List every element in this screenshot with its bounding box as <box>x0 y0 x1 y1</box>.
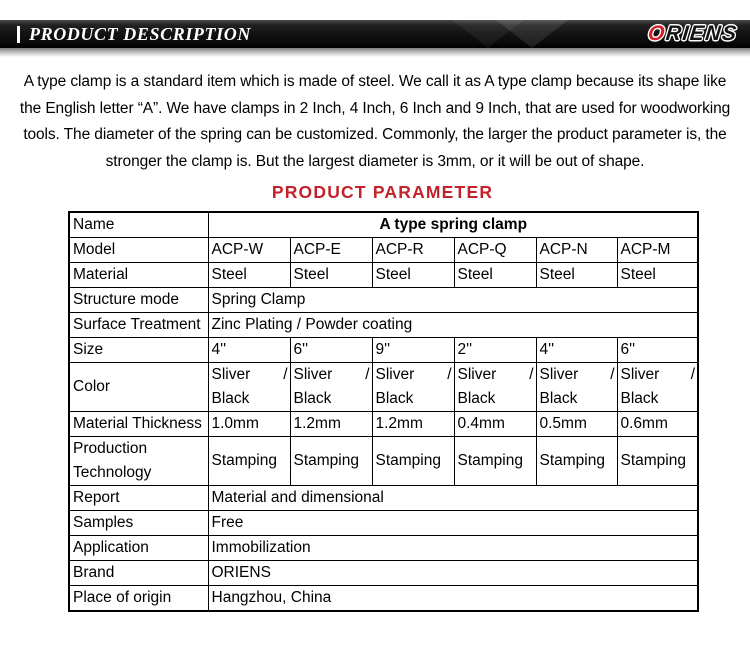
value-cell: ACP-W <box>208 238 290 263</box>
table-row-brand <box>69 561 698 586</box>
value-cell: 9'' <box>372 338 454 363</box>
value-cell: Stamping <box>454 437 536 486</box>
value-cell: 4'' <box>536 338 617 363</box>
table-row-name <box>69 212 698 238</box>
table-row-size <box>69 338 698 363</box>
value-cell: Sliver / Black <box>208 363 290 412</box>
span-value-cell: Material and dimensional <box>208 486 698 511</box>
table-row-model <box>69 238 698 263</box>
row-label-material-thickness: Material Thickness <box>69 412 208 437</box>
value-cell: Sliver / Black <box>290 363 372 412</box>
row-label-material: Material <box>69 263 208 288</box>
row-label-name: Name <box>69 212 208 238</box>
value-cell: 6'' <box>290 338 372 363</box>
value-cell: Steel <box>290 263 372 288</box>
span-value-cell: Free <box>208 511 698 536</box>
value-cell: Stamping <box>372 437 454 486</box>
row-label-application: Application <box>69 536 208 561</box>
parameter-table <box>68 211 699 612</box>
table-row-samples <box>69 511 698 536</box>
header-bottom-shadow <box>0 48 750 57</box>
section-title: PRODUCT DESCRIPTION <box>29 23 251 44</box>
row-label-structure-mode: Structure mode <box>69 288 208 313</box>
table-row-report <box>69 486 698 511</box>
value-cell: Steel <box>536 263 617 288</box>
value-cell: ACP-N <box>536 238 617 263</box>
table-row-application <box>69 536 698 561</box>
value-cell: ACP-E <box>290 238 372 263</box>
row-label-size: Size <box>69 338 208 363</box>
value-cell: 0.5mm <box>536 412 617 437</box>
value-cell: Sliver / Black <box>536 363 617 412</box>
table-row-surface-treatment <box>69 313 698 338</box>
span-value-cell: Immobilization <box>208 536 698 561</box>
logo-letters-rest: RIENS <box>665 22 740 45</box>
section-header-bar <box>0 20 750 48</box>
value-cell: Sliver / Black <box>454 363 536 412</box>
value-cell: Steel <box>617 263 698 288</box>
logo-letter-o: O <box>647 22 668 45</box>
row-label-brand: Brand <box>69 561 208 586</box>
table-row-material <box>69 263 698 288</box>
value-cell: 1.0mm <box>208 412 290 437</box>
table-row-structure-mode <box>69 288 698 313</box>
value-cell: Steel <box>208 263 290 288</box>
row-label-report: Report <box>69 486 208 511</box>
span-value-cell: ORIENS <box>208 561 698 586</box>
value-cell: 1.2mm <box>372 412 454 437</box>
value-cell: Sliver / Black <box>617 363 698 412</box>
value-cell: Steel <box>454 263 536 288</box>
table-row-material-thickness <box>69 412 698 437</box>
value-cell: 4'' <box>208 338 290 363</box>
value-cell: Stamping <box>290 437 372 486</box>
row-label-color: Color <box>69 363 208 412</box>
parameter-table-body <box>69 212 698 611</box>
value-cell: Sliver / Black <box>372 363 454 412</box>
table-row-place-of-origin <box>69 586 698 612</box>
value-cell: Stamping <box>536 437 617 486</box>
span-value-cell: Hangzhou, China <box>208 586 698 612</box>
row-label-production-technology: Production Technology <box>69 437 208 486</box>
title-accent-bar <box>17 26 20 43</box>
parameter-heading: PRODUCT PARAMETER <box>271 182 494 202</box>
span-value-cell: Zinc Plating / Powder coating <box>208 313 698 338</box>
row-label-surface-treatment: Surface Treatment <box>69 313 208 338</box>
decorative-chevron-icon <box>496 20 568 48</box>
row-label-model: Model <box>69 238 208 263</box>
value-cell: Steel <box>372 263 454 288</box>
value-cell: Stamping <box>208 437 290 486</box>
table-row-production-technology <box>69 437 698 486</box>
value-cell: 1.2mm <box>290 412 372 437</box>
span-value-cell: A type spring clamp <box>208 212 698 238</box>
value-cell: ACP-M <box>617 238 698 263</box>
value-cell: 0.4mm <box>454 412 536 437</box>
value-cell: ACP-R <box>372 238 454 263</box>
value-cell: 2'' <box>454 338 536 363</box>
table-row-color <box>69 363 698 412</box>
row-label-place-of-origin: Place of origin <box>69 586 208 612</box>
value-cell: 6'' <box>617 338 698 363</box>
product-description-text: A type clamp is a standard item which is made of steel. We call it as A type clamp because its shape like the English letter “A”. We have clamps in 2 Inch, 4 Inch, 6 Inch and 9 Inch, that are used for woodworking tools. The diameter of the spring can be customized. Commonly, the larger the product parameter is, the stronger the clamp is. But the largest diameter is 3mm, or it will be out of shape. <box>19 73 731 171</box>
span-value-cell: Spring Clamp <box>208 288 698 313</box>
value-cell: Stamping <box>617 437 698 486</box>
value-cell: 0.6mm <box>617 412 698 437</box>
value-cell: ACP-Q <box>454 238 536 263</box>
row-label-samples: Samples <box>69 511 208 536</box>
oriens-logo <box>647 22 739 46</box>
